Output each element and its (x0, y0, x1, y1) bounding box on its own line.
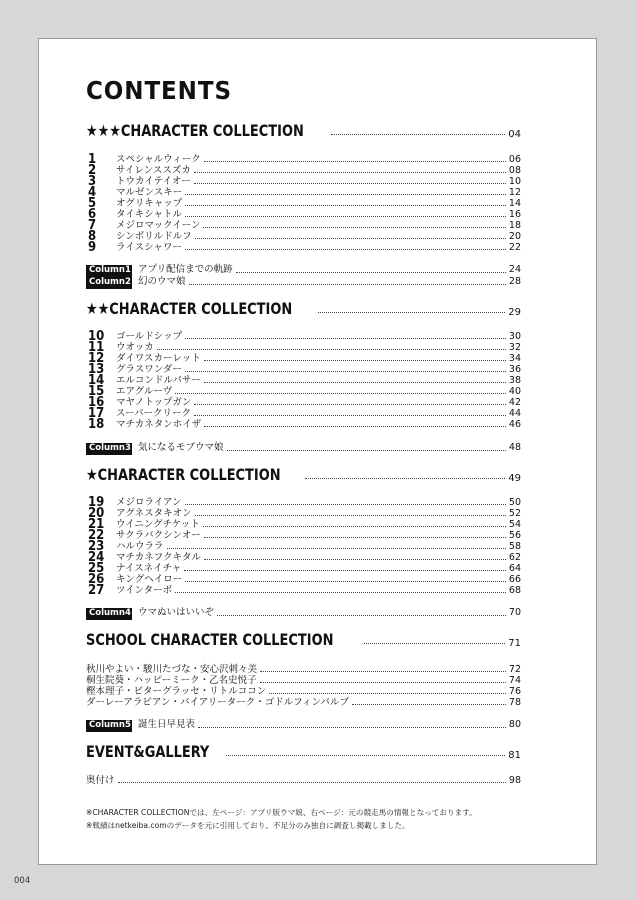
section-page: 49 (508, 473, 521, 484)
entry-name: ウオッカ (116, 342, 154, 353)
leader-dots (185, 504, 506, 505)
entry-page: 74 (508, 675, 521, 686)
entry-number: 6 (88, 207, 97, 222)
column-name: アプリ配信までの軌跡 (138, 264, 233, 275)
entry-page: 12 (508, 187, 521, 198)
toc-entry-colophon (86, 775, 521, 786)
section-label: EVENT&GALLERY (86, 742, 210, 761)
leader-dots (195, 515, 506, 516)
toc-entry (88, 386, 521, 397)
leader-dots (204, 382, 506, 383)
entry-number: 19 (88, 495, 105, 510)
section-header (86, 462, 521, 484)
entry-number: 7 (88, 218, 97, 233)
entry-page: 06 (508, 154, 521, 165)
toc-entry (88, 242, 521, 253)
entry-page: 40 (508, 386, 521, 397)
leader-dots (185, 581, 506, 582)
leader-dots (185, 205, 506, 206)
entry-number: 16 (88, 395, 105, 410)
toc-entry (88, 585, 521, 596)
entry-number: 13 (88, 362, 105, 377)
leader-dots (185, 249, 506, 250)
entry-name: オグリキャップ (116, 198, 183, 209)
entry-page: 14 (508, 198, 521, 209)
leader-dots (204, 360, 506, 361)
entry-number: 10 (88, 329, 105, 344)
leader-dots (184, 570, 506, 571)
leader-dots (227, 450, 506, 451)
leader-dots (185, 338, 506, 339)
section-label: SCHOOL CHARACTER COLLECTION (86, 630, 334, 649)
toc-entry (88, 419, 521, 430)
entry-name: キングヘイロー (116, 574, 183, 585)
toc-entry (88, 519, 521, 530)
entry-number: 2 (88, 163, 97, 178)
entry-name: ナイスネイチャ (116, 563, 182, 574)
entry-name: 奥付け (86, 775, 115, 786)
leader-dots (194, 404, 505, 405)
toc-entry (86, 697, 521, 708)
entry-name: 樫本理子・ビターグラッセ・リトルココン (86, 686, 267, 697)
column-badge: Column3 (86, 443, 132, 454)
column-page: 24 (508, 264, 521, 275)
entry-number: 15 (88, 384, 105, 399)
column-page: 70 (508, 607, 521, 618)
entry-number: 3 (88, 174, 97, 189)
leader-dots (175, 592, 506, 593)
leader-dots (175, 393, 505, 394)
column-badge-wrap (86, 276, 138, 288)
column-badge: Column5 (86, 720, 132, 731)
column-badge-wrap (86, 719, 138, 731)
entry-number: 1 (88, 152, 97, 167)
leader-dots (189, 284, 506, 285)
entry-name: ダーレーアラビアン・バイアリーターク・ゴドルフィンバルブ (86, 697, 349, 708)
entry-page: 20 (508, 231, 521, 242)
entry-name: グラスワンダー (116, 364, 182, 375)
leader-dots (157, 349, 506, 350)
leader-dots (364, 643, 505, 644)
entry-number: 12 (88, 351, 105, 366)
section-page: 29 (508, 307, 521, 318)
column-badge-wrap (86, 607, 138, 619)
entry-page: 50 (508, 497, 521, 508)
leader-dots (198, 727, 506, 728)
entry-page: 34 (508, 353, 521, 364)
entry-name: マルゼンスキー (116, 187, 183, 198)
column-entry (86, 276, 521, 288)
toc-entry (86, 686, 521, 697)
column-name: 気になるモブウマ娘 (138, 442, 224, 453)
entry-number: 21 (88, 517, 105, 532)
entry-name: マチカネタンホイザ (116, 419, 202, 430)
leader-dots (318, 312, 505, 313)
page-title: CONTENTS (86, 76, 232, 105)
entry-page: 54 (508, 519, 521, 530)
entry-number: 23 (88, 539, 105, 554)
column-page: 28 (508, 276, 521, 287)
column-badge-wrap (86, 442, 138, 454)
entry-page: 10 (508, 176, 521, 187)
toc-entry (88, 497, 521, 508)
leader-dots (352, 704, 506, 705)
toc-entry (88, 408, 521, 419)
leader-dots (203, 526, 506, 527)
entry-page: 08 (508, 165, 521, 176)
toc-entry (88, 331, 521, 342)
entry-page: 36 (508, 364, 521, 375)
leader-dots (260, 671, 506, 672)
entry-page: 44 (508, 408, 521, 419)
leader-dots (204, 426, 506, 427)
column-badge: Column4 (86, 608, 132, 619)
entry-name: 秋川やよい・駿川たづな・安心沢刺々美 (86, 664, 258, 675)
toc-entry (88, 165, 521, 176)
entry-name: サイレンススズカ (116, 165, 191, 176)
page-number: 004 (14, 876, 31, 886)
leader-dots (194, 415, 506, 416)
entry-number: 17 (88, 406, 105, 421)
entry-page: 38 (508, 375, 521, 386)
entry-number: 4 (88, 185, 97, 200)
entry-page: 30 (508, 331, 521, 342)
toc-entry (88, 508, 521, 519)
toc-entry (88, 209, 521, 220)
entry-number: 25 (88, 561, 105, 576)
section-page: 81 (508, 750, 521, 761)
footnotes (86, 806, 556, 832)
entry-name: サクラバクシンオー (116, 530, 201, 541)
toc-entry (88, 397, 521, 408)
entry-name: ライスシャワー (116, 242, 182, 253)
entry-page: 98 (508, 775, 521, 786)
entry-number: 8 (88, 229, 97, 244)
entry-name: シンボリルドルフ (116, 231, 192, 242)
entry-page: 46 (508, 419, 521, 430)
entry-number: 18 (88, 417, 105, 432)
toc-entry (88, 530, 521, 541)
toc-entry (88, 552, 521, 563)
entry-name: エアグルーヴ (116, 386, 173, 397)
toc-entry (88, 574, 521, 585)
toc-entry (88, 231, 521, 242)
column-entry (86, 719, 521, 731)
section-page: 71 (508, 638, 521, 649)
entry-name: マヤノトップガン (116, 397, 192, 408)
entry-number: 5 (88, 196, 97, 211)
toc-entry (88, 563, 521, 574)
leader-dots (185, 216, 506, 217)
toc-entry (88, 187, 521, 198)
entry-name: エルコンドルパサー (116, 375, 201, 386)
entry-name: 桐生院葵・ハッピーミーク・乙名史悦子 (86, 675, 257, 686)
entry-name: スペシャルウィーク (116, 154, 201, 165)
leader-dots (195, 238, 506, 239)
toc-entry (88, 541, 521, 552)
entry-page: 76 (508, 686, 521, 697)
entry-name: ダイワスカーレット (116, 353, 201, 364)
entry-page: 66 (508, 574, 521, 585)
entry-page: 42 (508, 397, 521, 408)
entry-number: 11 (88, 340, 105, 355)
entry-page: 52 (508, 508, 521, 519)
entry-name: ゴールドシップ (116, 331, 183, 342)
leader-dots (203, 227, 505, 228)
leader-dots (118, 782, 506, 783)
leader-dots (331, 134, 505, 135)
column-name: 誕生日早見表 (138, 719, 196, 730)
section-header (86, 739, 521, 761)
entry-name: マチカネフクキタル (116, 552, 201, 563)
entry-page: 56 (508, 530, 521, 541)
leader-dots (167, 548, 506, 549)
toc-entry (88, 176, 521, 187)
toc-entry (88, 220, 521, 231)
leader-dots (204, 559, 506, 560)
entry-page: 32 (508, 342, 521, 353)
entry-name: アグネスタキオン (116, 508, 192, 519)
entry-number: 26 (88, 572, 105, 587)
section-label: ★★CHARACTER COLLECTION (86, 299, 293, 318)
section-page: 04 (508, 129, 521, 140)
toc-entry (88, 375, 521, 386)
column-badge: Column2 (86, 277, 132, 288)
section-header (86, 296, 521, 318)
entry-page: 64 (508, 563, 521, 574)
entry-page: 22 (508, 242, 521, 253)
leader-dots (217, 615, 506, 616)
entry-name: トウカイテイオー (116, 176, 191, 187)
entry-number: 20 (88, 506, 105, 521)
leader-dots (236, 272, 506, 273)
entry-name: メジロライアン (116, 497, 182, 508)
leader-dots (269, 693, 506, 694)
column-badge: Column1 (86, 265, 132, 276)
toc-entry (86, 675, 521, 686)
entry-number: 27 (88, 583, 105, 598)
entry-page: 78 (508, 697, 521, 708)
column-page: 48 (508, 442, 521, 453)
leader-dots (226, 755, 505, 756)
toc-entry (86, 664, 521, 675)
entry-page: 72 (508, 664, 521, 675)
section-label: ★CHARACTER COLLECTION (86, 465, 281, 484)
toc-entry (88, 198, 521, 209)
entry-name: ウイニングチケット (116, 519, 200, 530)
leader-dots (185, 371, 506, 372)
column-entry (86, 442, 521, 454)
entry-name: ツインターボ (116, 585, 173, 596)
entry-page: 58 (508, 541, 521, 552)
column-page: 80 (508, 719, 521, 730)
section-label: ★★★CHARACTER COLLECTION (86, 121, 304, 140)
section-header (86, 118, 521, 140)
entry-number: 9 (88, 240, 97, 255)
toc-entry (88, 364, 521, 375)
column-badge-wrap (86, 264, 138, 276)
column-entry (86, 607, 521, 619)
entry-name: メジロマックイーン (116, 220, 201, 231)
leader-dots (260, 682, 506, 683)
entry-page: 68 (508, 585, 521, 596)
leader-dots (194, 183, 506, 184)
toc-entry (88, 154, 521, 165)
entry-number: 24 (88, 550, 105, 565)
column-entry (86, 264, 521, 276)
section-header (86, 627, 521, 649)
entry-number: 14 (88, 373, 105, 388)
entry-page: 18 (508, 220, 521, 231)
entry-name: ハルウララ (116, 541, 164, 552)
toc-entry (88, 342, 521, 353)
toc-entry (88, 353, 521, 364)
entry-page: 62 (508, 552, 521, 563)
footnote: ※CHARACTER COLLECTIONでは、左ページ：アプリ版ウマ娘、右ページ：元の競走馬の情報となっております。 (86, 808, 477, 817)
leader-dots (185, 194, 506, 195)
column-name: ウマぬいはいいぞ (138, 607, 215, 618)
footnote: ※戦績はnetkeiba.comのデータを元に引用しており、不足分のみ独自に調査し掲載しました。 (86, 821, 410, 830)
column-name: 幻のウマ娘 (138, 276, 186, 287)
entry-page: 16 (508, 209, 521, 220)
entry-name: タイキシャトル (116, 209, 183, 220)
entry-name: スーパークリーク (116, 408, 192, 419)
leader-dots (204, 537, 506, 538)
entry-number: 22 (88, 528, 105, 543)
leader-dots (305, 478, 505, 479)
leader-dots (204, 161, 506, 162)
leader-dots (194, 172, 506, 173)
